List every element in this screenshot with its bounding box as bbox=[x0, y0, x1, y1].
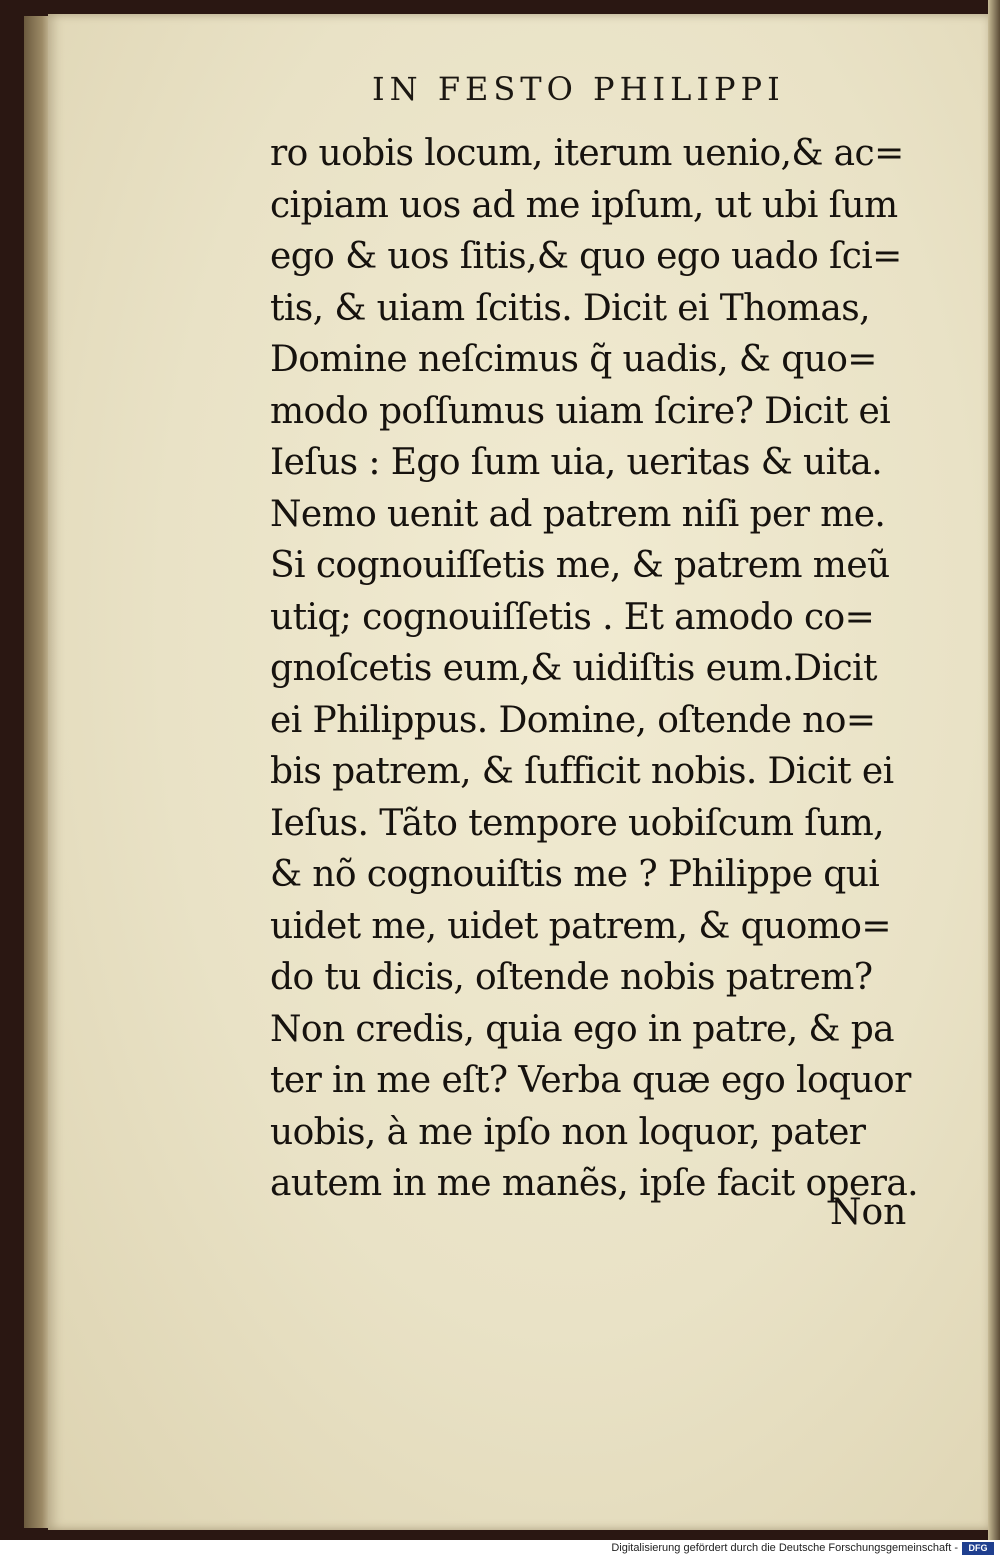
running-head: IN FESTO PHILIPPI bbox=[372, 70, 785, 108]
text-line: gnoſcetis eum,& uidiſtis eum.Dicit bbox=[270, 648, 877, 689]
text-line: Nemo uenit ad patrem niſi per me. bbox=[270, 493, 886, 535]
catchword: Non bbox=[830, 1192, 907, 1233]
text-line: ter in me eſt? Verba quæ ego loquor bbox=[270, 1060, 911, 1101]
page-right-edge bbox=[988, 0, 1000, 1540]
dfg-logo[interactable]: DFG bbox=[962, 1542, 994, 1555]
text-line: Ieſus : Ego ſum uia, ueritas & uita. bbox=[270, 442, 883, 483]
text-line: Si cognouiſſetis me, & patrem meũ bbox=[270, 545, 890, 586]
footer-bar bbox=[0, 1540, 1000, 1558]
text-block bbox=[270, 128, 950, 1210]
text-line: Domine neſcimus q̃ uadis, & quo= bbox=[270, 339, 877, 380]
funding-credit: Digitalisierung gefördert durch die Deutsche Forschungsgemeinschaft - bbox=[611, 1542, 958, 1554]
text-line: ei Philippus. Domine, oſtende no= bbox=[270, 699, 876, 741]
text-line: modo poſſumus uiam ſcire? Dicit ei bbox=[270, 390, 891, 432]
text-line: Ieſus. Tãto tempore uobiſcum ſum, bbox=[270, 802, 884, 844]
text-line: do tu dicis, oſtende nobis patrem? bbox=[270, 957, 873, 998]
text-line: Non credis, quia ego in patre, & pa bbox=[270, 1008, 895, 1050]
text-line: ego & uos ſitis,& quo ego uado ſci= bbox=[270, 236, 902, 277]
text-line: utiq; cognouiſſetis . Et amodo co= bbox=[270, 596, 875, 638]
text-line: bis patrem, & ſufficit nobis. Dicit ei bbox=[270, 751, 894, 792]
text-line: uidet me, uidet patrem, & quomo= bbox=[270, 905, 891, 947]
text-line: uobis, à me ipſo non loquor, pater bbox=[270, 1111, 866, 1153]
text-line: & nõ cognouiſtis me ? Philippe qui bbox=[270, 854, 880, 895]
text-line: tis, & uiam ſcitis. Dicit ei Thomas, bbox=[270, 287, 870, 329]
text-line: ro uobis locum, iterum uenio,& ac= bbox=[270, 133, 904, 174]
text-line: cipiam uos ad me ipſum, ut ubi ſum bbox=[270, 184, 898, 226]
text-line: autem in me manẽs, ipſe facit opera. bbox=[270, 1163, 919, 1204]
